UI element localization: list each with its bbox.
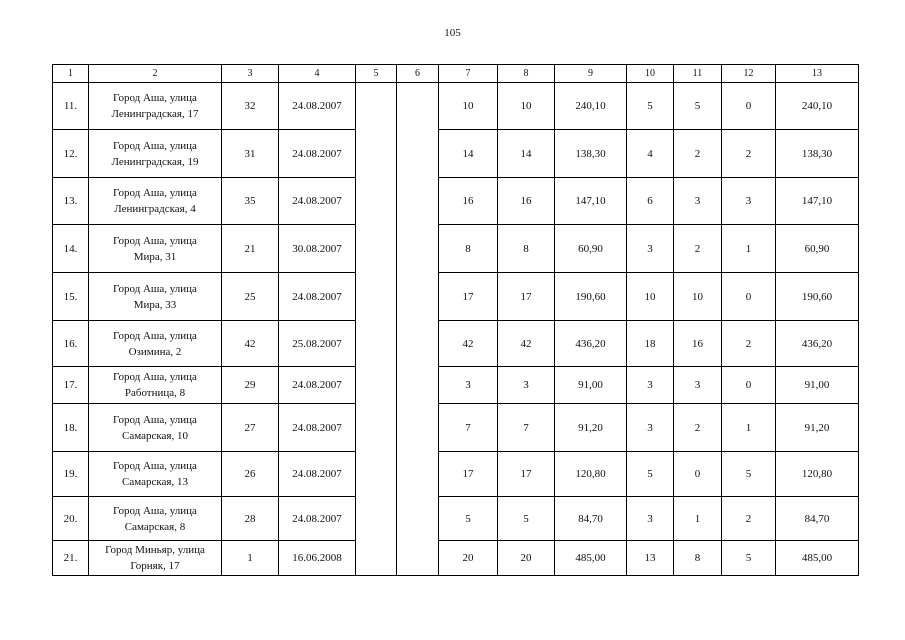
cell-col10: 3 [627, 367, 674, 404]
cell-col7: 16 [439, 178, 498, 225]
page-number: 105 [444, 27, 461, 39]
cell-col7: 42 [439, 321, 498, 367]
cell-col5 [356, 367, 397, 404]
cell-col11: 1 [674, 497, 722, 541]
cell-col7: 14 [439, 130, 498, 178]
column-header: 13 [776, 65, 859, 83]
cell-col9: 84,70 [555, 497, 627, 541]
data-table [52, 64, 859, 576]
cell-col3: 21 [222, 225, 279, 273]
cell-col5 [356, 178, 397, 225]
cell-col9: 91,00 [555, 367, 627, 404]
cell-col10: 13 [627, 541, 674, 576]
cell-col3: 27 [222, 404, 279, 452]
row-number: 19. [53, 452, 89, 497]
table-row [53, 225, 859, 273]
address-line1: Город Аша, улица [113, 329, 197, 342]
row-number: 11. [53, 83, 89, 130]
table-row [53, 83, 859, 130]
cell-col6 [397, 130, 439, 178]
cell-col6 [397, 367, 439, 404]
cell-col12: 2 [722, 497, 776, 541]
cell-col9: 120,80 [555, 452, 627, 497]
address-line2: Мира, 31 [133, 250, 177, 263]
column-header: 8 [498, 65, 555, 83]
table-row [53, 321, 859, 367]
table-row [53, 404, 859, 452]
cell-col6 [397, 497, 439, 541]
cell-col3: 26 [222, 452, 279, 497]
cell-col12: 5 [722, 541, 776, 576]
cell-col11: 5 [674, 83, 722, 130]
cell-col10: 5 [627, 83, 674, 130]
cell-col12: 1 [722, 404, 776, 452]
cell-col5 [356, 225, 397, 273]
date-cell: 24.08.2007 [279, 130, 356, 178]
cell-col7: 8 [439, 225, 498, 273]
table-row [53, 452, 859, 497]
date-cell: 24.08.2007 [279, 452, 356, 497]
address-line1: Город Миньяр, улица [105, 544, 205, 556]
date-cell: 30.08.2007 [279, 225, 356, 273]
cell-col3: 31 [222, 130, 279, 178]
cell-col12: 1 [722, 225, 776, 273]
row-number: 21. [53, 541, 89, 576]
cell-col8: 8 [498, 225, 555, 273]
cell-col10: 6 [627, 178, 674, 225]
date-cell: 24.08.2007 [279, 178, 356, 225]
cell-col5 [356, 273, 397, 321]
column-header: 12 [722, 65, 776, 83]
address-cell [89, 225, 222, 273]
cell-col13: 84,70 [776, 497, 859, 541]
address-line2: Ленинградская, 4 [114, 203, 196, 215]
cell-col5 [356, 541, 397, 576]
cell-col8: 16 [498, 178, 555, 225]
cell-col12: 0 [722, 367, 776, 404]
cell-col13: 485,00 [776, 541, 859, 576]
cell-col3: 32 [222, 83, 279, 130]
table-row [53, 541, 859, 576]
date-cell: 24.08.2007 [279, 367, 356, 404]
cell-col5 [356, 321, 397, 367]
cell-col12: 0 [722, 273, 776, 321]
cell-col5 [356, 83, 397, 130]
cell-col12: 0 [722, 83, 776, 130]
cell-col8: 17 [498, 273, 555, 321]
column-header: 2 [89, 65, 222, 83]
cell-col11: 3 [674, 178, 722, 225]
table-row [53, 273, 859, 321]
row-number: 14. [53, 225, 89, 273]
cell-col6 [397, 404, 439, 452]
cell-col13: 436,20 [776, 321, 859, 367]
address-cell [89, 452, 222, 497]
column-header: 10 [627, 65, 674, 83]
row-number: 16. [53, 321, 89, 367]
address-line2: Самарская, 10 [122, 429, 188, 442]
address-line1: Город Аша, улица [113, 92, 197, 104]
address-cell [89, 130, 222, 178]
cell-col8: 5 [498, 497, 555, 541]
cell-col13: 91,20 [776, 404, 859, 452]
cell-col11: 2 [674, 225, 722, 273]
cell-col12: 5 [722, 452, 776, 497]
cell-col11: 8 [674, 541, 722, 576]
address-line2: Работница, 8 [124, 387, 186, 399]
cell-col9: 240,10 [555, 83, 627, 130]
address-line1: Город Аша, улица [113, 371, 197, 383]
cell-col13: 190,60 [776, 273, 859, 321]
cell-col5 [356, 497, 397, 541]
cell-col13: 91,00 [776, 367, 859, 404]
address-line1: Город Аша, улица [113, 139, 197, 152]
cell-col13: 147,10 [776, 178, 859, 225]
cell-col7: 17 [439, 273, 498, 321]
column-header: 5 [356, 65, 397, 83]
cell-col3: 28 [222, 497, 279, 541]
cell-col13: 240,10 [776, 83, 859, 130]
table-row [53, 178, 859, 225]
cell-col8: 10 [498, 83, 555, 130]
cell-col3: 25 [222, 273, 279, 321]
cell-col8: 14 [498, 130, 555, 178]
row-number: 18. [53, 404, 89, 452]
cell-col6 [397, 178, 439, 225]
address-cell [89, 178, 222, 225]
cell-col11: 0 [674, 452, 722, 497]
date-cell: 25.08.2007 [279, 321, 356, 367]
table-row [53, 367, 859, 404]
address-line2: Мира, 33 [133, 298, 177, 311]
cell-col9: 138,30 [555, 130, 627, 178]
date-cell: 16.06.2008 [279, 541, 356, 576]
cell-col3: 42 [222, 321, 279, 367]
address-cell [89, 83, 222, 130]
cell-col12: 2 [722, 321, 776, 367]
cell-col10: 3 [627, 404, 674, 452]
cell-col9: 91,20 [555, 404, 627, 452]
cell-col8: 17 [498, 452, 555, 497]
cell-col6 [397, 225, 439, 273]
cell-col3: 29 [222, 367, 279, 404]
cell-col7: 17 [439, 452, 498, 497]
address-cell [89, 541, 222, 576]
cell-col12: 2 [722, 130, 776, 178]
cell-col10: 10 [627, 273, 674, 321]
column-header: 9 [555, 65, 627, 83]
cell-col7: 10 [439, 83, 498, 130]
column-header: 4 [279, 65, 356, 83]
cell-col3: 35 [222, 178, 279, 225]
cell-col6 [397, 273, 439, 321]
address-cell [89, 321, 222, 367]
cell-col8: 3 [498, 367, 555, 404]
cell-col6 [397, 452, 439, 497]
address-line2: Самарская, 8 [124, 520, 186, 533]
cell-col13: 120,80 [776, 452, 859, 497]
date-cell: 24.08.2007 [279, 404, 356, 452]
cell-col8: 42 [498, 321, 555, 367]
cell-col11: 3 [674, 367, 722, 404]
header-row [53, 65, 859, 83]
cell-col3: 1 [222, 541, 279, 576]
cell-col13: 138,30 [776, 130, 859, 178]
cell-col9: 485,00 [555, 541, 627, 576]
cell-col12: 3 [722, 178, 776, 225]
column-header: 7 [439, 65, 498, 83]
address-line1: Город Аша, улица [113, 413, 197, 426]
date-cell: 24.08.2007 [279, 273, 356, 321]
cell-col6 [397, 83, 439, 130]
address-line1: Город Аша, улица [113, 460, 197, 472]
address-line2: Самарская, 13 [122, 476, 188, 488]
cell-col11: 10 [674, 273, 722, 321]
cell-col7: 5 [439, 497, 498, 541]
row-number: 20. [53, 497, 89, 541]
cell-col11: 2 [674, 404, 722, 452]
cell-col10: 4 [627, 130, 674, 178]
address-line1: Город Аша, улица [113, 282, 197, 295]
cell-col8: 7 [498, 404, 555, 452]
address-cell [89, 497, 222, 541]
address-line2: Озимина, 2 [128, 345, 182, 358]
cell-col9: 147,10 [555, 178, 627, 225]
address-cell [89, 404, 222, 452]
cell-col5 [356, 452, 397, 497]
cell-col11: 16 [674, 321, 722, 367]
cell-col5 [356, 130, 397, 178]
cell-col9: 436,20 [555, 321, 627, 367]
cell-col10: 3 [627, 497, 674, 541]
cell-col7: 7 [439, 404, 498, 452]
cell-col10: 3 [627, 225, 674, 273]
cell-col6 [397, 321, 439, 367]
date-cell: 24.08.2007 [279, 497, 356, 541]
column-header: 1 [53, 65, 89, 83]
address-line2: Горняк, 17 [130, 560, 180, 572]
row-number: 17. [53, 367, 89, 404]
cell-col6 [397, 541, 439, 576]
address-cell [89, 367, 222, 404]
table-row [53, 497, 859, 541]
row-number: 13. [53, 178, 89, 225]
cell-col11: 2 [674, 130, 722, 178]
row-number: 12. [53, 130, 89, 178]
cell-col8: 20 [498, 541, 555, 576]
address-line1: Город Аша, улица [113, 234, 197, 247]
address-line1: Город Аша, улица [113, 504, 197, 517]
cell-col9: 190,60 [555, 273, 627, 321]
column-header: 6 [397, 65, 439, 83]
table-row [53, 130, 859, 178]
address-line2: Ленинградская, 17 [111, 108, 199, 120]
address-line1: Город Аша, улица [113, 187, 197, 199]
column-header: 11 [674, 65, 722, 83]
date-cell: 24.08.2007 [279, 83, 356, 130]
column-header: 3 [222, 65, 279, 83]
cell-col7: 3 [439, 367, 498, 404]
cell-col13: 60,90 [776, 225, 859, 273]
cell-col9: 60,90 [555, 225, 627, 273]
cell-col7: 20 [439, 541, 498, 576]
address-cell [89, 273, 222, 321]
address-line2: Ленинградская, 19 [111, 155, 199, 168]
cell-col10: 5 [627, 452, 674, 497]
row-number: 15. [53, 273, 89, 321]
cell-col10: 18 [627, 321, 674, 367]
cell-col5 [356, 404, 397, 452]
